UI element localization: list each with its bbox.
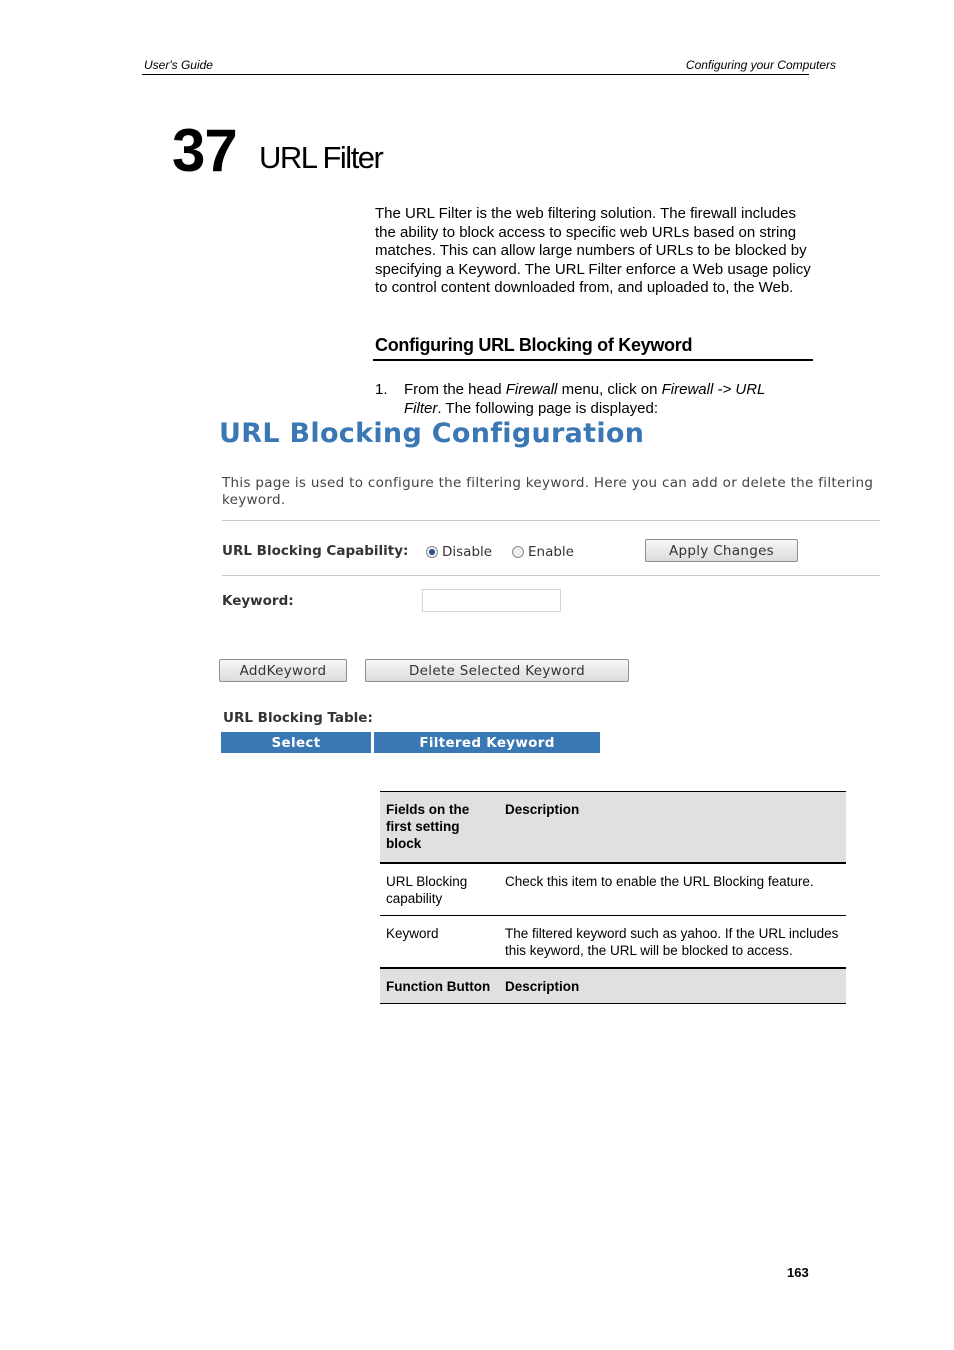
field-name-cell: Keyword (386, 926, 439, 941)
ui-divider (222, 520, 880, 521)
step-text-e: . The following page is displayed: (437, 399, 659, 417)
step-text-path: Firewall -> URL Filter (404, 381, 766, 417)
step-text (404, 381, 804, 418)
chapter-number: 37 (172, 117, 237, 184)
step-text-a: From the head (404, 381, 506, 398)
ui-page-title: URL Blocking Configuration (219, 418, 645, 449)
function-button-header-row (380, 968, 846, 1004)
capability-label: URL Blocking Capability: (222, 543, 409, 559)
apply-changes-button[interactable]: Apply Changes (645, 539, 798, 562)
table-header-select: Select (221, 732, 371, 753)
ui-page-description: This page is used to configure the filtering keyword. Here you can add or delete the filtering keyword. (222, 475, 874, 508)
radio-disable[interactable] (426, 544, 492, 560)
header-cell: Fields on the first setting block (380, 792, 499, 864)
radio-enable-label: Enable (528, 544, 574, 560)
url-blocking-table-label: URL Blocking Table: (223, 710, 373, 726)
radio-disable-label: Disable (442, 544, 493, 560)
delete-selected-keyword-button[interactable]: Delete Selected Keyword (365, 659, 629, 682)
section-heading: Configuring URL Blocking of Keyword (375, 335, 693, 355)
url-blocking-screenshot (210, 415, 890, 765)
section-divider (373, 359, 813, 361)
chapter-title: URL Filter (259, 140, 383, 175)
radio-disable-dot[interactable] (426, 546, 438, 558)
fields-description-table (380, 791, 846, 1004)
running-header-left: User's Guide (144, 58, 213, 72)
table-header-filtered-keyword: Filtered Keyword (374, 732, 600, 753)
page-number: 163 (787, 1265, 809, 1280)
radio-enable-dot[interactable] (512, 546, 524, 558)
step-number: 1. (375, 381, 388, 398)
running-header-right: Configuring your Computers (685, 58, 836, 72)
table-row (380, 863, 846, 916)
ui-divider (222, 575, 880, 576)
field-desc-cell: Check this item to enable the URL Blocking feature. (505, 874, 814, 889)
header-cell: Function Button (380, 968, 499, 1004)
step-text-menu: Firewall (505, 381, 558, 398)
field-name-cell: URL Blocking capability (386, 874, 468, 906)
keyword-input[interactable] (422, 589, 561, 612)
step-text-c: menu, click on (557, 381, 662, 398)
intro-paragraph: The URL Filter is the web filtering solution. The firewall includes the ability to block access to specific web URLs based on string matches. This can allow large numbers of URLs to be blocked by specifying a Keyword. The URL Filter enforce a Web usage policy to control content downloaded from, and uploaded to, the Web. (375, 205, 811, 297)
header-cell: Description (499, 968, 846, 1004)
header-cell: Description (499, 792, 846, 864)
field-desc-cell: The filtered keyword such as yahoo. If the URL includes this keyword, the URL will be blocked to access. (505, 926, 839, 958)
add-keyword-button[interactable]: AddKeyword (219, 659, 347, 682)
radio-enable[interactable] (512, 544, 574, 560)
keyword-label: Keyword: (222, 593, 294, 609)
table-header-row (380, 792, 846, 864)
table-row (380, 916, 846, 969)
header-divider (142, 74, 809, 75)
